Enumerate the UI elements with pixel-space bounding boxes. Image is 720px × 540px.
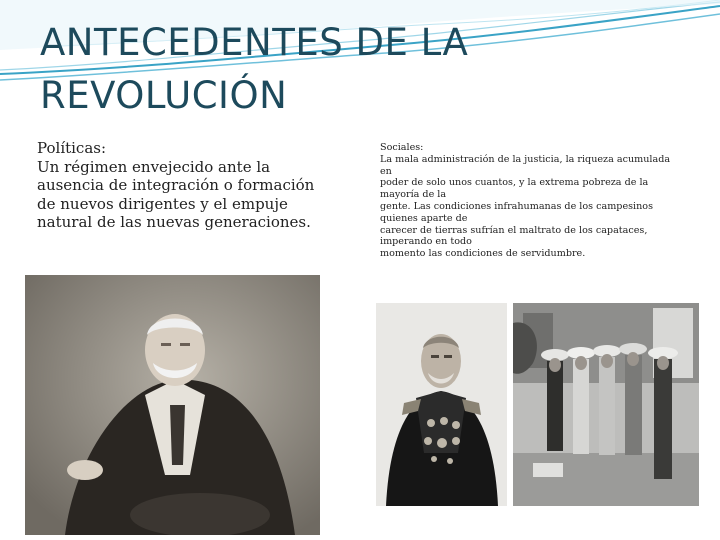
portrait-photo-seated-man [25,275,320,535]
social-line: poder de solo unos cuantos, y la extrema pobreza de la [380,177,649,189]
slide-title-line-1: ANTECEDENTES DE LA [40,21,469,64]
social-line: en [380,165,392,177]
political-body: Un régimen envejecido ante la ausencia de integración o formación de nuevos dirigentes y el empuje natural de las nuevas generaciones. [37,157,315,231]
political-heading: Políticas: [37,139,107,157]
social-heading: Sociales: [380,142,424,153]
social-line: gente. Las condiciones infrahumanas de los campesinos [380,200,653,212]
social-line: carecer de tierras sufrían el maltrato de los capataces, [380,224,648,236]
social-line: quienes aparte de [380,212,468,224]
political-section [37,139,337,232]
slide-title-line-2: REVOLUCIÓN [40,74,288,117]
social-line: La mala administración de la justicia, la riqueza acumulada [380,153,671,165]
social-line: imperando en todo [380,236,472,248]
portrait-photo-military-man [376,303,507,506]
social-line: mayoría de la [380,189,447,201]
slide-title [40,16,700,122]
group-photo-women [513,303,699,506]
social-section [380,142,700,260]
social-line: momento las condiciones de servidumbre. [380,248,586,260]
